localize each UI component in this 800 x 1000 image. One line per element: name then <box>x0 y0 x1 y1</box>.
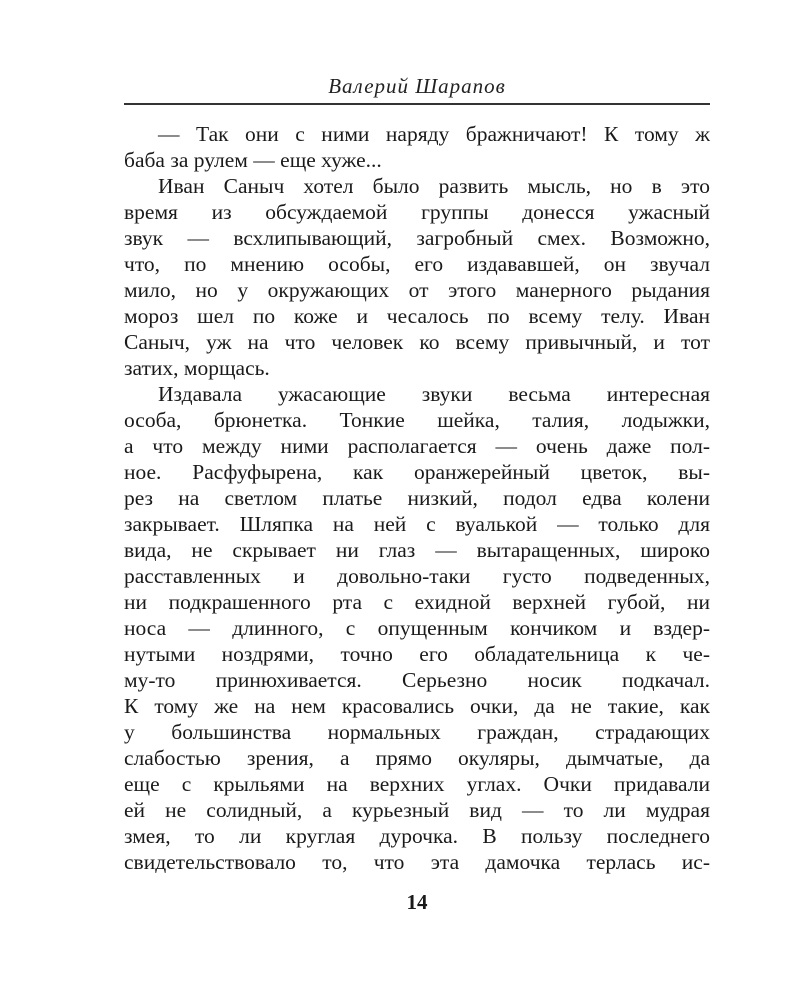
header-rule <box>124 103 710 105</box>
text-line: нутыми ноздрями, точно его обладательница к че- <box>124 642 710 666</box>
text-line: му-то принюхивается. Серьезно носик подкачал. <box>124 668 710 692</box>
text-line: еще с крыльями на верхних углах. Очки придавали <box>124 772 710 796</box>
page-number: 14 <box>406 890 428 914</box>
text-line: Саныч, уж на что человек ко всему привычный, и тот <box>124 330 710 354</box>
text-line: слабостью зрения, а прямо окуляры, дымчатые, да <box>124 746 710 770</box>
text-line: К тому же на нем красовались очки, да не такие, как <box>124 694 710 718</box>
text-line: мороз шел по коже и чесалось по всему телу. Иван <box>124 304 710 328</box>
text-line: мило, но у окружающих от этого манерного рыдания <box>124 278 710 302</box>
text-line: время из обсуждаемой группы донесся ужасный <box>124 200 710 224</box>
text-line: носа — длинного, с опущенным кончиком и вздер- <box>124 616 710 640</box>
running-head-author: Валерий Шарапов <box>328 74 506 98</box>
text-line: вида, не скрывает ни глаз — вытаращенных, широко <box>124 538 710 562</box>
body-text <box>124 121 710 875</box>
text-line: баба за рулем — еще хуже... <box>124 148 382 172</box>
text-line: Издавала ужасающие звуки весьма интересная <box>158 382 710 406</box>
text-line: расставленных и довольно-таки густо подведенных, <box>124 564 710 588</box>
text-line: ей не солидный, а курьезный вид — то ли мудрая <box>124 798 710 822</box>
text-line: что, по мнению особы, его издававшей, он звучал <box>124 252 710 276</box>
text-line: а что между ними располагается — очень даже пол- <box>124 434 710 458</box>
text-line: змея, то ли круглая дурочка. В пользу последнего <box>124 824 710 848</box>
text-line: свидетельствовало то, что эта дамочка терлась ис- <box>124 850 710 874</box>
text-line: закрывает. Шляпка на ней с вуалькой — только для <box>124 512 710 536</box>
text-line: рез на светлом платье низкий, подол едва колени <box>124 486 710 510</box>
text-line: ное. Расфуфырена, как оранжерейный цветок, вы- <box>124 460 710 484</box>
text-line: ни подкрашенного рта с ехидной верхней губой, ни <box>124 590 710 614</box>
text-line: затих, морщась. <box>124 356 270 380</box>
text-line: особа, брюнетка. Тонкие шейка, талия, лодыжки, <box>124 408 710 432</box>
text-line: Иван Саныч хотел было развить мысль, но в это <box>158 174 710 198</box>
text-line: — Так они с ними наряду бражничают! К тому ж <box>158 122 710 146</box>
text-line: у большинства нормальных граждан, страдающих <box>124 720 710 744</box>
text-line: звук — всхлипывающий, загробный смех. Возможно, <box>124 226 710 250</box>
